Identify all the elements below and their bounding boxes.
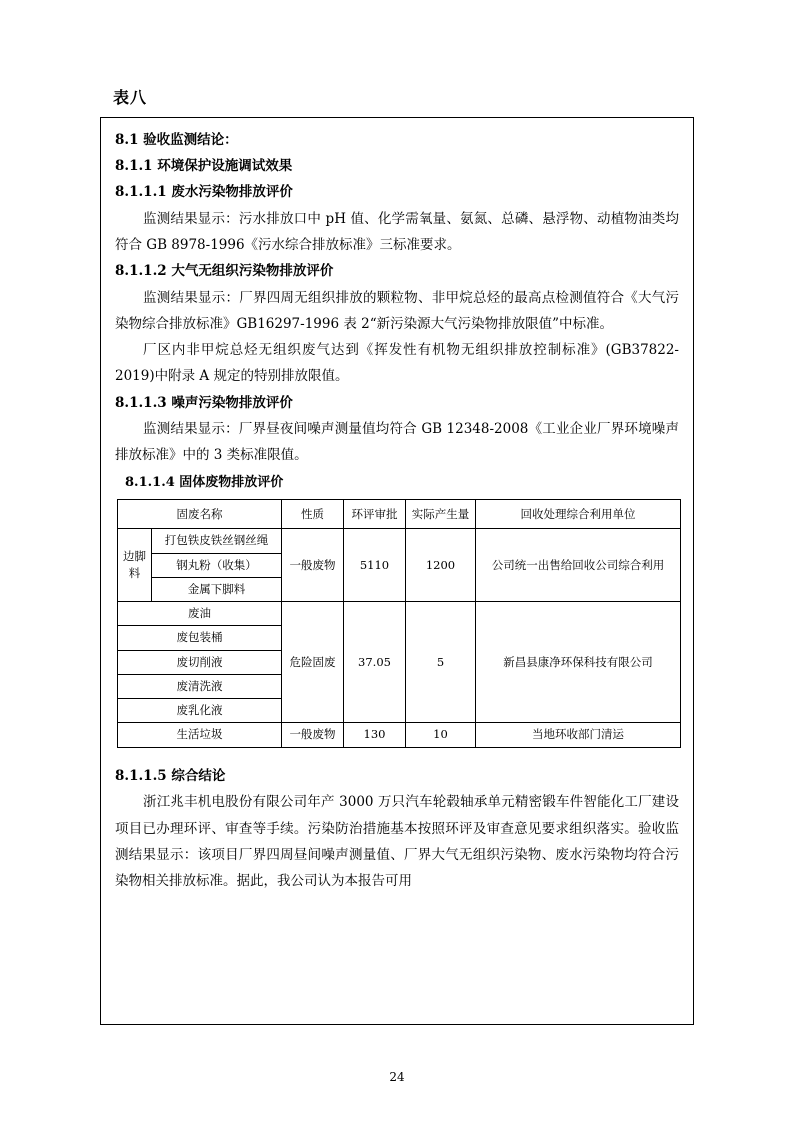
- waste-actual: 10: [406, 723, 476, 747]
- waste-property: 一般废物: [282, 529, 344, 602]
- waste-recycler: 新昌县康净环保科技有限公司: [476, 602, 681, 723]
- waste-name: 废乳化液: [118, 699, 282, 723]
- waste-property: 危险固废: [282, 602, 344, 723]
- waste-name: 金属下脚料: [152, 577, 282, 601]
- heading-8-1-1-5: 8.1.1.5 综合结论: [115, 767, 226, 784]
- waste-name: 生活垃圾: [118, 723, 282, 747]
- heading-8-1-1-2: 8.1.1.2 大气无组织污染物排放评价: [115, 263, 334, 280]
- page-title: 表八: [113, 88, 148, 107]
- paragraph-conclusion: 浙江兆丰机电股份有限公司年产 3000 万只汽车轮毂轴承单元精密锻车件智能化工厂建设项目已办理环评、审查等手续。污染防治措施基本按照环评及审查意见要求组织落实。验收监测结果显示：该项目厂界四周昼间噪声测量值、厂界大气无组织污染物、废水污染物均符合污染物相关排放标准。据此，我公司认为本报告可用: [115, 794, 679, 890]
- waste-recycler: 公司统一出售给回收公司综合利用: [476, 529, 681, 602]
- heading-8-1-1-3: 8.1.1.3 噪声污染物排放评价: [115, 394, 293, 411]
- waste-ea-approval: 37.05: [344, 602, 406, 723]
- waste-ea-approval: 130: [344, 723, 406, 747]
- waste-actual: 5: [406, 602, 476, 723]
- waste-name: 废切削液: [118, 650, 282, 674]
- waste-actual: 1200: [406, 529, 476, 602]
- heading-8-1-1-1: 8.1.1.1 废水污染物排放评价: [115, 184, 293, 201]
- page-number: 24: [389, 1070, 405, 1084]
- waste-property: 一般废物: [282, 723, 344, 747]
- table-header-row: [118, 500, 681, 529]
- waste-name: 废油: [118, 602, 282, 626]
- heading-8-1: 8.1 验收监测结论：: [115, 132, 238, 148]
- header-waste-name: 固废名称: [118, 500, 282, 529]
- group-label-scrap: 边脚料: [118, 529, 152, 602]
- header-ea-approval: 环评审批: [344, 500, 406, 529]
- waste-ea-approval: 5110: [344, 529, 406, 602]
- table-row: [118, 529, 681, 553]
- paragraph-wastewater: 监测结果显示：污水排放口中 pH 值、化学需氧量、氨氮、总磷、悬浮物、动植物油类均符合 GB 8978-1996《污水综合排放标准》三标准要求。: [115, 210, 679, 253]
- content-frame: [100, 117, 694, 1025]
- solid-waste-table: [117, 499, 681, 747]
- heading-8-1-1-4: 8.1.1.4 固体废物排放评价: [125, 474, 284, 490]
- header-recycler: 回收处理综合利用单位: [476, 500, 681, 529]
- header-actual: 实际产生量: [406, 500, 476, 529]
- spacer: [115, 748, 679, 764]
- header-property: 性质: [282, 500, 344, 529]
- paragraph-air-1: 监测结果显示：厂界四周无组织排放的颗粒物、非甲烷总烃的最高点检测值符合《大气污染物综合排放标准》GB16297-1996 表 2“新污染源大气污染物排放限值”中标准。: [115, 289, 679, 332]
- paragraph-air-2: 厂区内非甲烷总烃无组织废气达到《挥发性有机物无组织排放控制标准》(GB37822-2019)中附录 A 规定的特别排放限值。: [115, 342, 679, 385]
- waste-name: 打包铁皮铁丝钢丝绳: [152, 529, 282, 553]
- waste-name: 废包装桶: [118, 626, 282, 650]
- waste-recycler: 当地环收部门清运: [476, 723, 681, 747]
- waste-name: 废清洗液: [118, 674, 282, 698]
- heading-8-1-1: 8.1.1 环境保护设施调试效果: [115, 157, 293, 174]
- table-row: [118, 602, 681, 626]
- table-row: [118, 723, 681, 747]
- waste-name: 钢丸粉（收集）: [152, 553, 282, 577]
- paragraph-noise: 监测结果显示：厂界昼夜间噪声测量值均符合 GB 12348-2008《工业企业厂界环境噪声排放标准》中的 3 类标准限值。: [115, 421, 679, 464]
